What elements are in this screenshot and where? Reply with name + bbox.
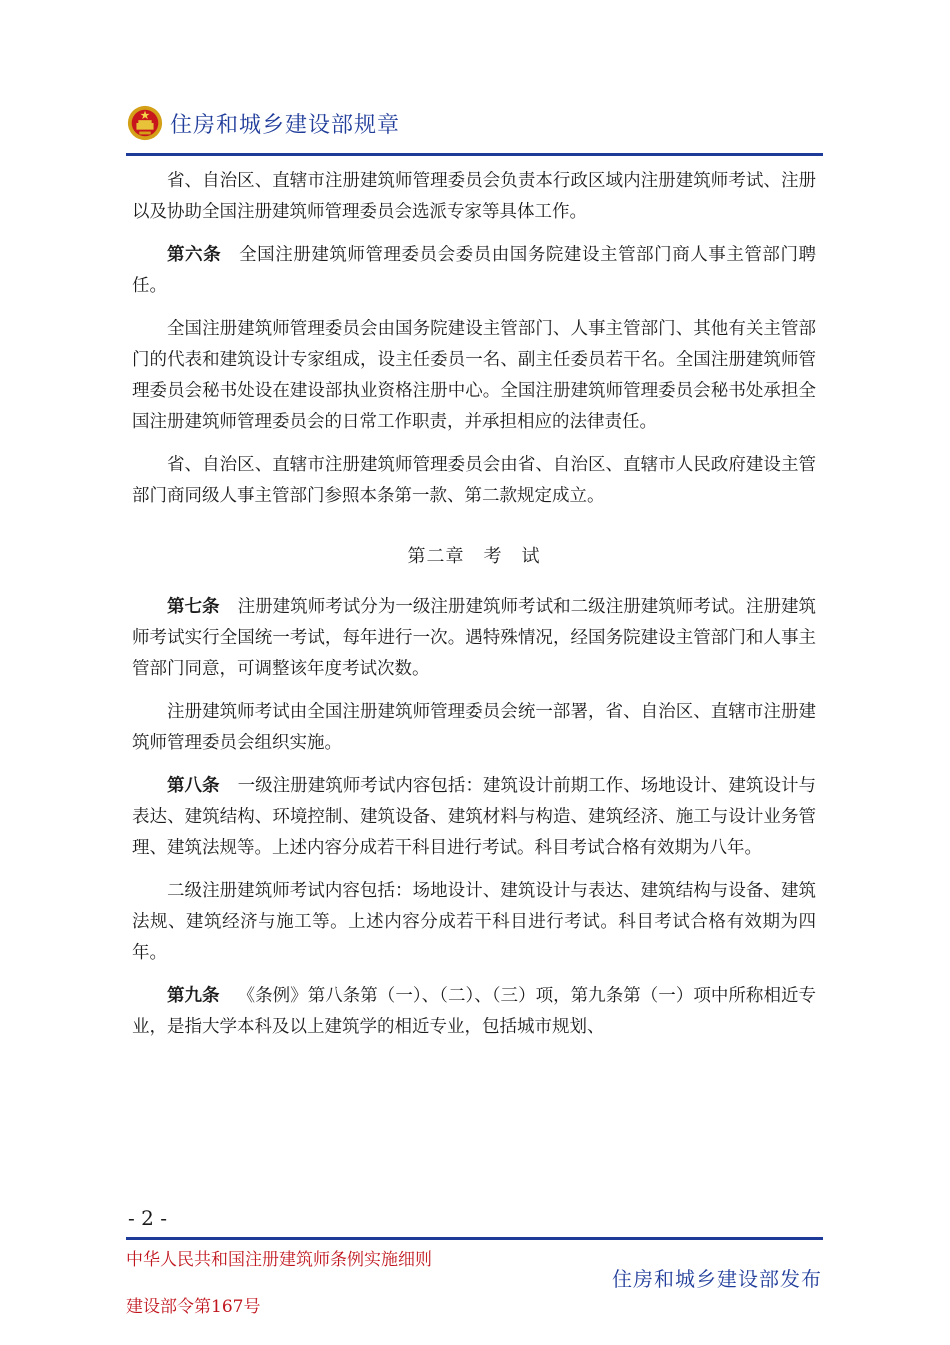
publisher-label: 住房和城乡建设部发布 — [612, 1267, 822, 1291]
article-9 — [132, 981, 816, 1043]
article-text: 注册建筑师考试分为一级注册建筑师考试和二级注册建筑师考试。注册建筑师考试实行全国统一考试，每年进行一次。遇特殊情况，经国务院建设主管部门和人事主管部门同意，可调整该年度考试次数。 — [132, 597, 817, 679]
paragraph: 省、自治区、直辖市注册建筑师管理委员会由省、自治区、直辖市人民政府建设主管部门商同级人事主管部门参照本条第一款、第二款规定成立。 — [132, 455, 816, 506]
article-text: 一级注册建筑师考试内容包括：建筑设计前期工作、场地设计、建筑设计与表达、建筑结构、环境控制、建筑设备、建筑材料与构造、建筑经济、施工与设计业务管理、建筑法规等。上述内容分成若干科目进行考试。科目考试合格有效期为八年。 — [132, 776, 817, 858]
footer-divider — [126, 1237, 823, 1240]
article-7 — [132, 592, 816, 685]
document-body — [132, 166, 816, 1055]
paragraph: 省、自治区、直辖市注册建筑师管理委员会负责本行政区域内注册建筑师考试、注册以及协助全国注册建筑师管理委员会选派专家等具体工作。 — [132, 171, 816, 222]
document-title: 中华人民共和国注册建筑师条例实施细则 — [126, 1250, 432, 1270]
article-label: 第八条 — [167, 776, 220, 796]
article-label: 第七条 — [167, 597, 220, 617]
page-number: - 2 - — [128, 1206, 167, 1230]
paragraph: 注册建筑师考试由全国注册建筑师管理委员会统一部署，省、自治区、直辖市注册建筑师管理委员会组织实施。 — [132, 702, 816, 753]
decree-number: 建设部令第167号 — [126, 1297, 261, 1317]
article-label: 第六条 — [167, 245, 222, 265]
paragraph: 二级注册建筑师考试内容包括：场地设计、建筑设计与表达、建筑结构与设备、建筑法规、建筑经济与施工等。上述内容分成若干科目进行考试。科目考试合格有效期为四年。 — [132, 881, 816, 963]
article-6 — [132, 240, 816, 302]
header-divider — [126, 153, 823, 156]
chapter-title: 第二章 考 试 — [407, 546, 541, 567]
article-text: 全国注册建筑师管理委员会委员由国务院建设主管部门商人事主管部门聘任。 — [132, 245, 817, 296]
header-title: 住房和城乡建设部规章 — [170, 113, 401, 138]
article-label: 第九条 — [167, 986, 220, 1006]
page-header — [126, 100, 823, 146]
paragraph: 全国注册建筑师管理委员会由国务院建设主管部门、人事主管部门、其他有关主管部门的代表和建筑设计专家组成，设主任委员一名、副主任委员若干名。全国注册建筑师管理委员会秘书处设在建设部执业资格注册中心。全国注册建筑师管理委员会秘书处承担全国注册建筑师管理委员会的日常工作职责，并承担相应的法律责任。 — [132, 319, 816, 432]
national-emblem-icon — [126, 104, 164, 142]
article-text: 《条例》第八条第（一）、（二）、（三）项，第九条第（一）项中所称相近专业，是指大学本科及以上建筑学的相近专业，包括城市规划、 — [132, 986, 817, 1037]
article-8 — [132, 771, 816, 864]
